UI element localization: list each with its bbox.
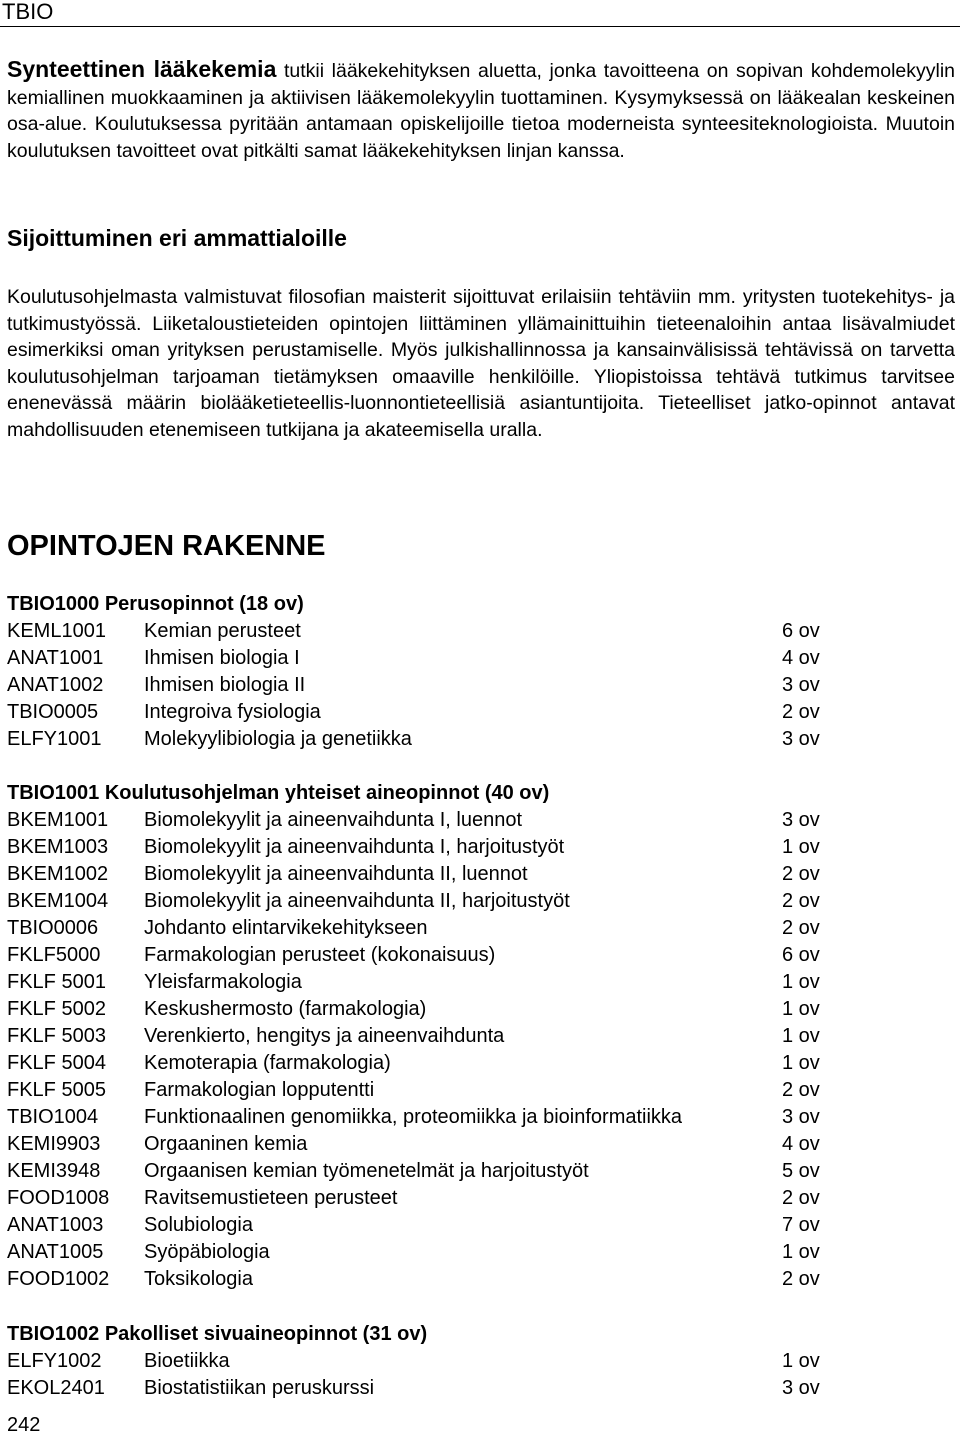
course-name: Integroiva fysiologia (144, 701, 321, 723)
course-row (7, 699, 907, 726)
course-code: TBIO1004 (7, 1106, 99, 1128)
course-code: KEMI9903 (7, 1133, 101, 1155)
course-credits: 2 ov (782, 863, 820, 885)
course-credits: 7 ov (782, 1214, 820, 1236)
course-row (7, 942, 907, 969)
course-credits: 2 ov (782, 1187, 820, 1209)
course-name: Biomolekyylit ja aineenvaihdunta II, harjoitustyöt (144, 890, 570, 912)
course-credits: 1 ov (782, 836, 820, 858)
header-title: TBIO (2, 0, 54, 24)
course-credits: 2 ov (782, 1268, 820, 1290)
course-name: Johdanto elintarvikekehitykseen (144, 917, 428, 939)
course-row (7, 807, 907, 834)
course-credits: 4 ov (782, 1133, 820, 1155)
course-block-0 (7, 591, 907, 753)
course-row (7, 1266, 907, 1293)
page-header (0, 0, 960, 27)
course-credits: 3 ov (782, 809, 820, 831)
course-code: KEMI3948 (7, 1160, 101, 1182)
intro-lead: Synteettinen lääkekemia (7, 56, 277, 82)
course-code: ELFY1002 (7, 1350, 102, 1372)
course-row (7, 618, 907, 645)
intro-paragraph (7, 56, 955, 164)
placement-heading: Sijoittuminen eri ammattialoille (7, 225, 347, 251)
course-code: FOOD1008 (7, 1187, 110, 1209)
course-row (7, 1104, 907, 1131)
course-name: Solubiologia (144, 1214, 253, 1236)
course-row (7, 969, 907, 996)
course-credits: 3 ov (782, 674, 820, 696)
course-row (7, 915, 907, 942)
course-name: Ihmisen biologia II (144, 674, 306, 696)
course-row (7, 1077, 907, 1104)
course-credits: 4 ov (782, 647, 820, 669)
page-number: 242 (7, 1414, 41, 1436)
course-row (7, 1348, 907, 1375)
course-row (7, 1023, 907, 1050)
course-name: Toksikologia (144, 1268, 253, 1290)
course-credits: 1 ov (782, 971, 820, 993)
course-code: TBIO0005 (7, 701, 99, 723)
course-name: Molekyylibiologia ja genetiikka (144, 728, 412, 750)
course-row (7, 834, 907, 861)
course-row (7, 672, 907, 699)
course-credits: 6 ov (782, 944, 820, 966)
course-name: Orgaanisen kemian työmenetelmät ja harjoitustyöt (144, 1160, 589, 1182)
course-name: Orgaaninen kemia (144, 1133, 308, 1155)
course-code: FKLF 5005 (7, 1079, 106, 1101)
placement-paragraph: Koulutusohjelmasta valmistuvat filosofian maisterit sijoittuvat erilaisiin tehtäviin mm. yritysten tuotekehitys- ja tutkimustyössä. Liiketaloustieteiden opintojen liittäminen yllämainittuihin tieteenaloihin antaa lisävalmiudet esimerkiksi oman yrityksen perustamiselle. Myös julkishallinnossa ja kansainvälisissä tehtävissä on tarvetta koulutusohjelman tarjoaman tietämyksen omaaville henkilöille. Yliopistoissa tehtävä tutkimus tarvitsee enenevässä määrin biolääketieteellis-luonnontieteellisiä asiantuntijoita. Tieteelliset jatko-opinnot antavat mahdollisuuden etenemiseen tutkijana ja akateemisella uralla. (7, 286, 955, 441)
course-row (7, 996, 907, 1023)
course-code: EKOL2401 (7, 1377, 105, 1399)
course-code: ANAT1005 (7, 1241, 104, 1263)
course-name: Biomolekyylit ja aineenvaihdunta II, luennot (144, 863, 528, 885)
course-code: BKEM1002 (7, 863, 109, 885)
course-row (7, 1375, 907, 1402)
course-name: Kemian perusteet (144, 620, 301, 642)
course-name: Verenkierto, hengitys ja aineenvaihdunta (144, 1025, 505, 1047)
course-row (7, 861, 907, 888)
course-row (7, 1212, 907, 1239)
course-credits: 1 ov (782, 1241, 820, 1263)
course-credits: 2 ov (782, 890, 820, 912)
course-name: Biomolekyylit ja aineenvaihdunta I, harjoitustyöt (144, 836, 565, 858)
course-code: KEML1001 (7, 620, 106, 642)
course-row (7, 645, 907, 672)
course-name: Funktionaalinen genomiikka, proteomiikka ja bioinformatiikka (144, 1106, 683, 1128)
course-name: Ihmisen biologia I (144, 647, 300, 669)
course-credits: 2 ov (782, 917, 820, 939)
course-row (7, 726, 907, 753)
course-code: TBIO0006 (7, 917, 99, 939)
course-block-1 (7, 780, 907, 1293)
course-code: ANAT1001 (7, 647, 104, 669)
course-name: Bioetiikka (144, 1350, 230, 1372)
course-name: Biomolekyylit ja aineenvaihdunta I, luennot (144, 809, 523, 831)
course-credits: 1 ov (782, 1350, 820, 1372)
course-code: BKEM1001 (7, 809, 109, 831)
course-row (7, 1239, 907, 1266)
course-name: Farmakologian perusteet (kokonaisuus) (144, 944, 496, 966)
course-name: Ravitsemustieteen perusteet (144, 1187, 398, 1209)
block-title: TBIO1000 Perusopinnot (18 ov) (7, 593, 304, 615)
course-block-2 (7, 1321, 907, 1402)
block-title: TBIO1002 Pakolliset sivuaineopinnot (31 ov) (7, 1323, 428, 1345)
intro-text: tutkii lääkekehityksen aluetta, jonka tavoitteena on sopivan kohdemolekyylin kemiallinen muokkaaminen ja aktiivisen lääkemolekyylin tuottaminen. Kysymyksessä on lääkealan keskeinen osa-alue. Koulutuksessa pyritään antamaan opiskelijoille tietoa moderneista synteesiteknologioista. Muutoin koulutuksen tavoitteet ovat pitkälti samat lääkekehityksen linjan kanssa. (7, 60, 956, 162)
course-credits: 6 ov (782, 620, 820, 642)
course-credits: 1 ov (782, 1025, 820, 1047)
block-title: TBIO1001 Koulutusohjelman yhteiset aineopinnot (40 ov) (7, 782, 550, 804)
course-credits: 1 ov (782, 1052, 820, 1074)
course-credits: 3 ov (782, 728, 820, 750)
course-code: ANAT1002 (7, 674, 104, 696)
course-name: Kemoterapia (farmakologia) (144, 1052, 391, 1074)
course-credits: 2 ov (782, 1079, 820, 1101)
structure-heading: OPINTOJEN RAKENNE (7, 530, 326, 562)
course-credits: 2 ov (782, 701, 820, 723)
course-name: Biostatistiikan peruskurssi (144, 1377, 375, 1399)
course-name: Farmakologian lopputentti (144, 1079, 375, 1101)
course-code: ELFY1001 (7, 728, 102, 750)
course-row (7, 1131, 907, 1158)
course-code: FKLF 5003 (7, 1025, 106, 1047)
course-credits: 5 ov (782, 1160, 820, 1182)
course-credits: 3 ov (782, 1106, 820, 1128)
course-name: Yleisfarmakologia (144, 971, 302, 993)
course-row (7, 888, 907, 915)
course-code: ANAT1003 (7, 1214, 104, 1236)
course-code: BKEM1003 (7, 836, 109, 858)
course-code: FKLF5000 (7, 944, 101, 966)
course-row (7, 1158, 907, 1185)
course-code: FKLF 5002 (7, 998, 106, 1020)
course-credits: 1 ov (782, 998, 820, 1020)
course-code: FOOD1002 (7, 1268, 110, 1290)
course-credits: 3 ov (782, 1377, 820, 1399)
course-name: Syöpäbiologia (144, 1241, 270, 1263)
course-code: BKEM1004 (7, 890, 109, 912)
course-code: FKLF 5004 (7, 1052, 106, 1074)
course-code: FKLF 5001 (7, 971, 106, 993)
course-row (7, 1050, 907, 1077)
course-row (7, 1185, 907, 1212)
course-name: Keskushermosto (farmakologia) (144, 998, 427, 1020)
